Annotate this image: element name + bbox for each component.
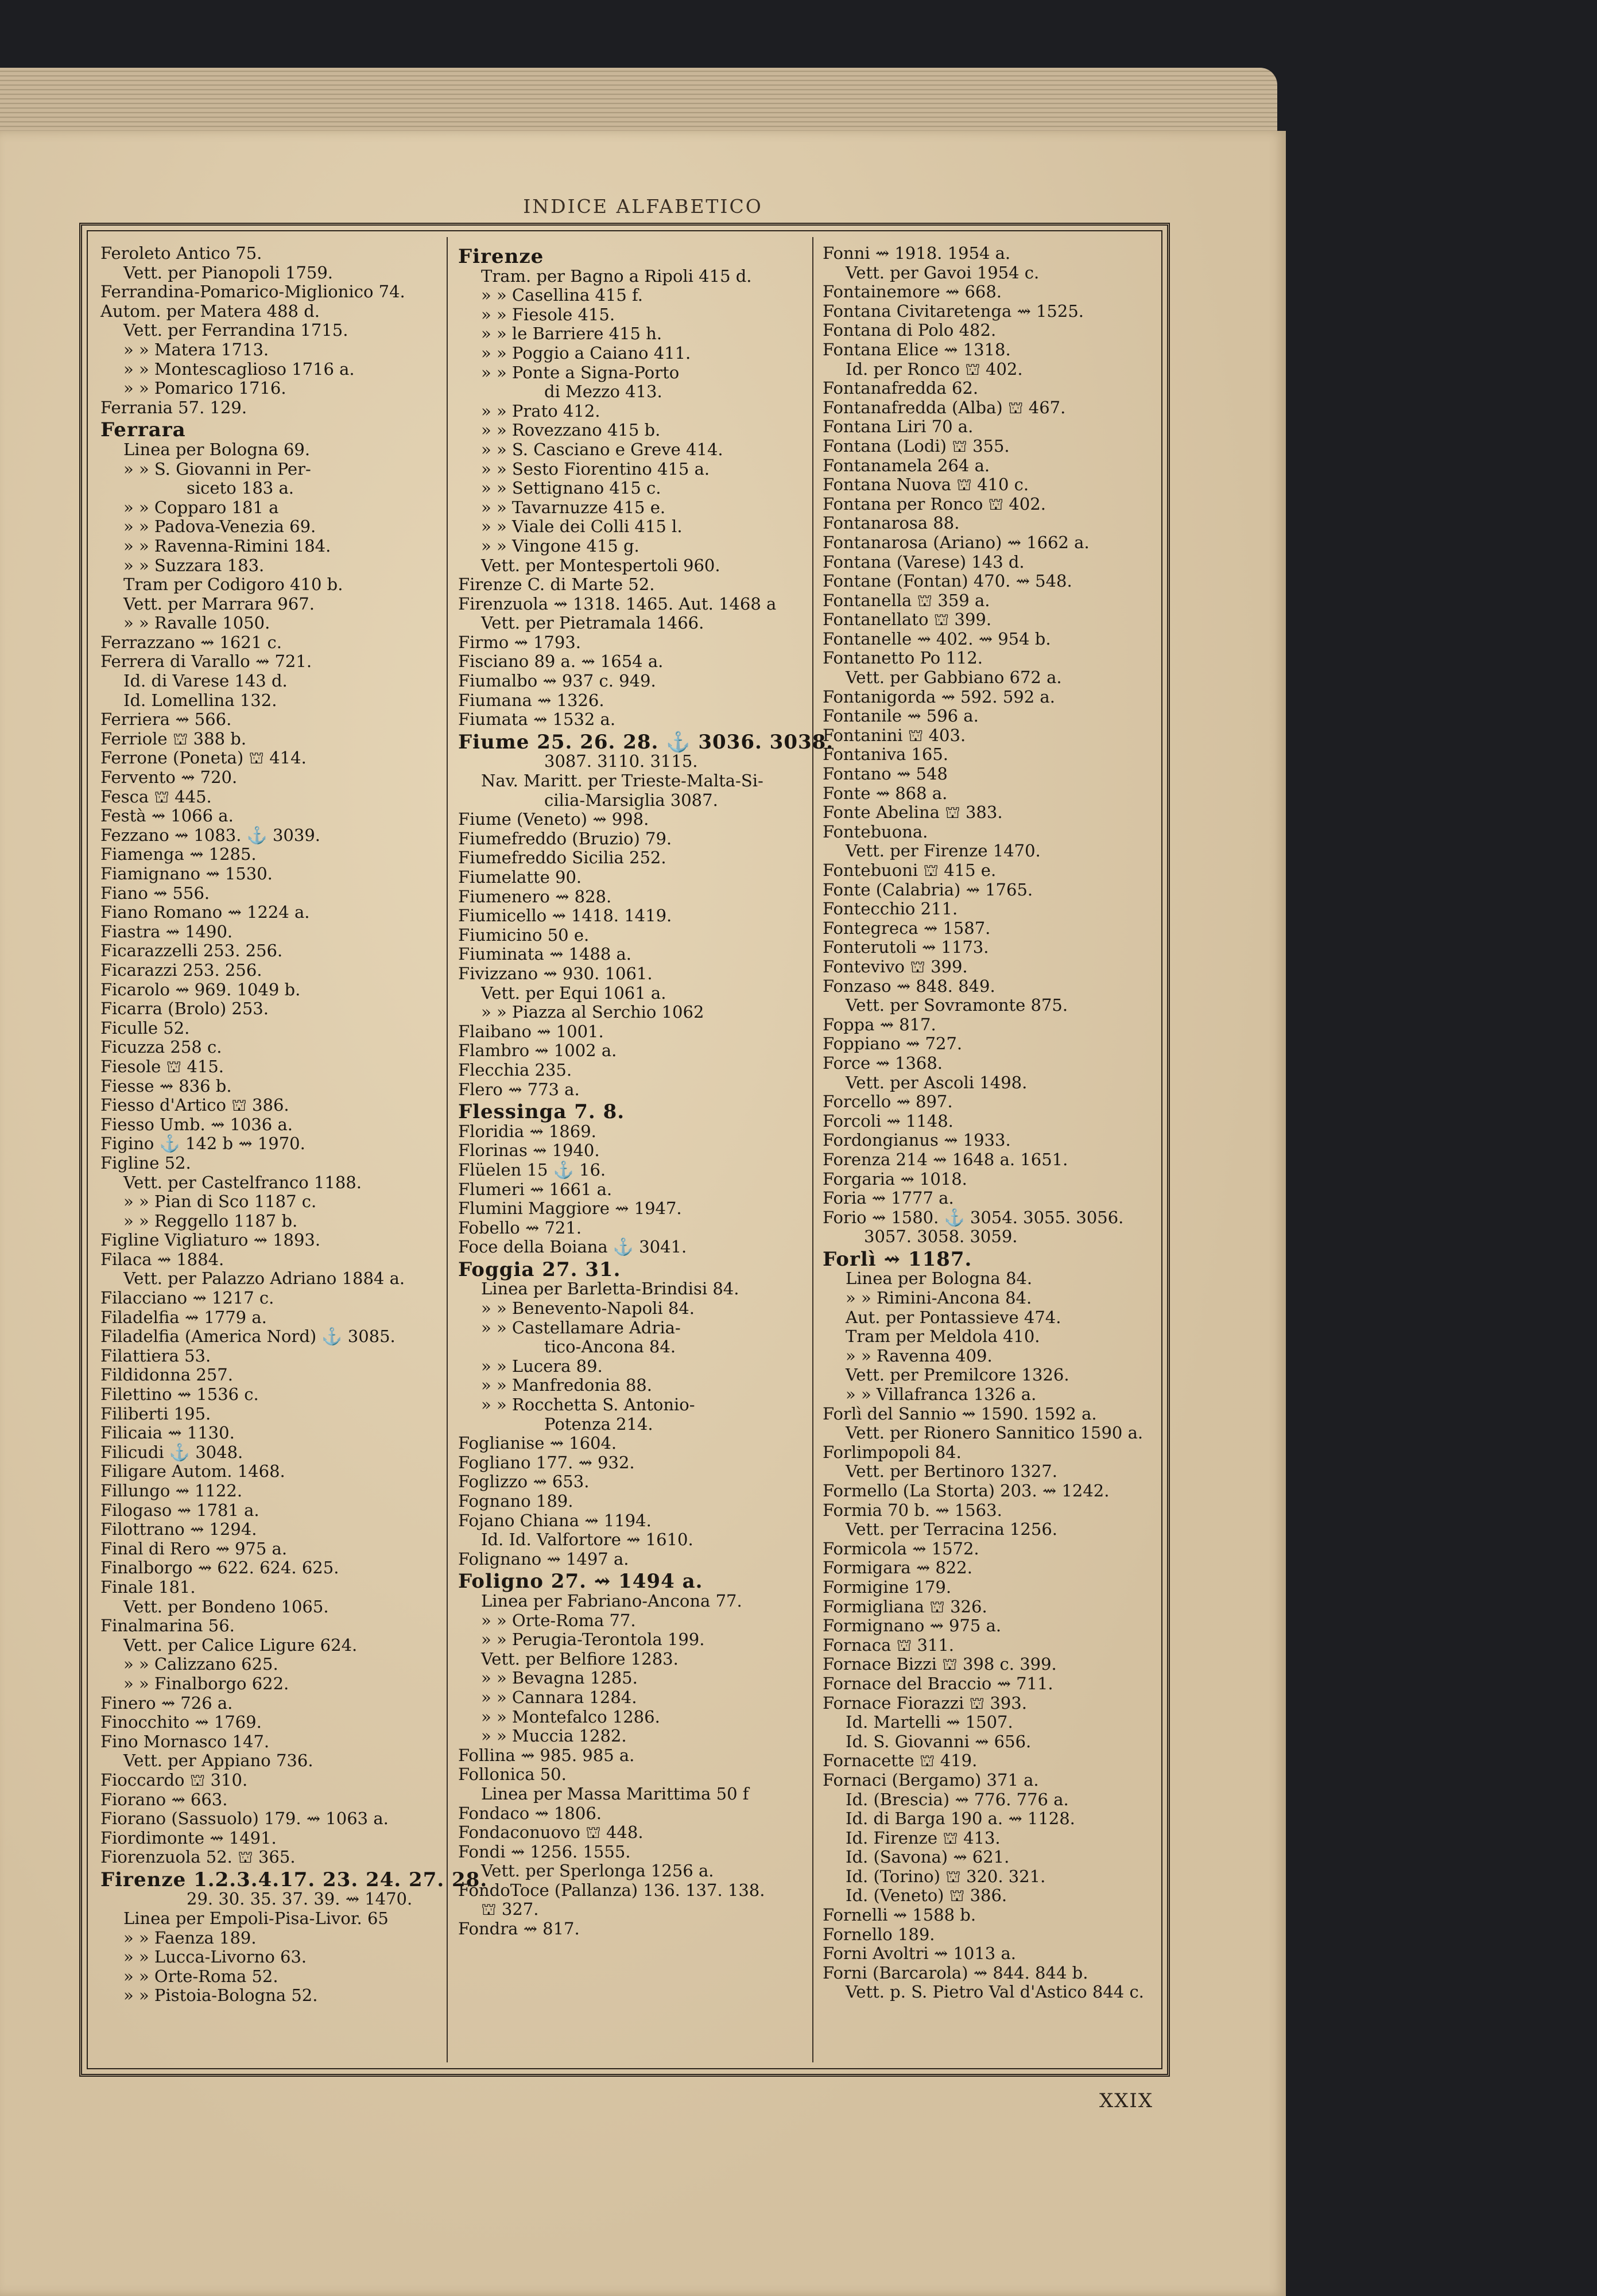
index-entry: Fornace Bizzi ⛫ 398 c. 399. [823, 1654, 1057, 1674]
index-entry: Ferrera di Varallo ⇝ 721. [100, 651, 312, 672]
index-entry: tico-Ancona 84. [544, 1337, 676, 1357]
index-entry: Fonterutoli ⇝ 1173. [823, 937, 989, 957]
index-entry: Fiamenga ⇝ 1285. [100, 844, 257, 864]
index-entry: Vett. per Pietramala 1466. [481, 613, 704, 633]
index-entry: Follonica 50. [458, 1764, 567, 1785]
index-entry: » » Fiesole 415. [481, 304, 615, 324]
index-entry: Firenzuola ⇝ 1318. 1465. Aut. 1468 a [458, 594, 777, 614]
index-entry: Flüelen 15 ⚓ 16. [458, 1159, 606, 1180]
index-entry: Fiumenero ⇝ 828. [458, 886, 612, 906]
index-entry: Fiesso d'Artico ⛫ 386. [100, 1095, 289, 1115]
column-divider-2 [812, 237, 813, 2062]
index-entry: Foglianise ⇝ 1604. [458, 1433, 617, 1453]
index-entry: » » Copparo 181 a [123, 497, 279, 517]
index-entry: Fondi ⇝ 1256. 1555. [458, 1841, 631, 1861]
index-entry: Vett. per Terracina 1256. [846, 1519, 1057, 1539]
index-entry: Fontebuona. [823, 821, 928, 841]
index-entry: Fiano Romano ⇝ 1224 a. [100, 902, 310, 922]
index-entry: Fiesso Umb. ⇝ 1036 a. [100, 1114, 293, 1134]
index-entry: Fontanini ⛫ 403. [823, 725, 966, 745]
index-entry: Fiumana ⇝ 1326. [458, 690, 604, 710]
index-entry: Forcoli ⇝ 1148. [823, 1111, 953, 1131]
index-entry: Final di Rero ⇝ 975 a. [100, 1538, 288, 1558]
index-entry: 3057. 3058. 3059. [864, 1227, 1018, 1247]
index-entry: Fontegreca ⇝ 1587. [823, 918, 991, 938]
index-entry: Filiberti 195. [100, 1403, 211, 1424]
index-entry: Fonni ⇝ 1918. 1954 a. [823, 243, 1011, 263]
index-entry: Fiastra ⇝ 1490. [100, 921, 233, 941]
index-entry: Linea per Fabriano-Ancona 77. [481, 1591, 742, 1611]
index-entry: Filettino ⇝ 1536 c. [100, 1384, 259, 1405]
index-entry: Filacciano ⇝ 1217 c. [100, 1288, 274, 1308]
index-entry: Formicola ⇝ 1572. [823, 1538, 979, 1558]
index-entry: » » Manfredonia 88. [481, 1375, 652, 1395]
index-entry: Vett. per Ascoli 1498. [846, 1072, 1028, 1092]
index-entry: Linea per Bologna 69. [123, 439, 311, 459]
index-entry: Finalmarina 56. [100, 1616, 235, 1636]
index-entry: Force ⇝ 1368. [823, 1053, 943, 1073]
index-entry: Fiumata ⇝ 1532 a. [458, 709, 616, 730]
index-entry: Formello (La Storta) 203. ⇝ 1242. [823, 1481, 1110, 1500]
index-entry: » » Ravenna 409. [846, 1345, 993, 1366]
index-entry: Fornello 189. [823, 1924, 935, 1944]
index-entry: » » Castellamare Adria- [481, 1317, 681, 1337]
index-entry: Firmo ⇝ 1793. [458, 632, 581, 652]
index-entry: » » Faenza 189. [123, 1927, 257, 1948]
index-entry: » » S. Casciano e Greve 414. [481, 439, 723, 459]
index-entry: Folignano ⇝ 1497 a. [458, 1549, 629, 1569]
index-entry: Vett. per Bondeno 1065. [123, 1596, 329, 1616]
index-entry: Fontane (Fontan) 470. ⇝ 548. [823, 571, 1072, 591]
index-entry: Linea per Massa Marittima 50 f [481, 1783, 749, 1804]
index-entry: Foppiano ⇝ 727. [823, 1034, 963, 1054]
index-entry: Fontanella ⛫ 359 a. [823, 590, 990, 610]
index-entry: Id. Firenze ⛫ 413. [846, 1828, 1001, 1848]
index-entry: » » Cannara 1284. [481, 1687, 637, 1707]
index-entry: Fontanigorda ⇝ 592. 592 a. [823, 687, 1055, 707]
index-entry: Fiumefreddo (Bruzio) 79. [458, 828, 672, 848]
index-entry: Linea per Empoli-Pisa-Livor. 65 [123, 1909, 389, 1929]
index-entry: Fontana (Lodi) ⛫ 355. [823, 436, 1010, 456]
index-entry: Vett. per Calice Ligure 624. [123, 1635, 358, 1655]
index-entry: Id. di Barga 190 a. ⇝ 1128. [846, 1809, 1075, 1829]
index-entry: Fornelli ⇝ 1588 b. [823, 1905, 976, 1925]
index-entry: Vett. per Appiano 736. [123, 1751, 313, 1771]
index-entry: Firenze [458, 245, 544, 268]
index-entry: Id. (Torino) ⛫ 320. 321. [846, 1866, 1046, 1886]
index-entry: » » Montescaglioso 1716 a. [123, 359, 355, 379]
index-entry: Vett. per Marrara 967. [123, 594, 315, 614]
index-entry: Formigara ⇝ 822. [823, 1558, 972, 1578]
index-entry: ⛫ 327. [481, 1899, 539, 1919]
index-entry: » » Villafranca 1326 a. [846, 1384, 1037, 1405]
index-column-3 [823, 244, 1161, 2059]
index-entry: Vett. per Gabbiano 672 a. [846, 668, 1062, 688]
index-entry: Id. (Veneto) ⛫ 386. [846, 1886, 1007, 1906]
index-entry: siceto 183 a. [187, 478, 294, 498]
index-entry: Fiumelatte 90. [458, 867, 582, 887]
index-entry: Fontaniva 165. [823, 744, 949, 765]
index-entry: Filattiera 53. [100, 1345, 211, 1366]
index-entry: Fontanile ⇝ 596 a. [823, 706, 979, 726]
index-entry: Fondra ⇝ 817. [458, 1919, 580, 1939]
index-entry: » » Casellina 415 f. [481, 285, 643, 305]
index-entry: Vett. per Pianopoli 1759. [123, 262, 334, 282]
index-entry: Fiamignano ⇝ 1530. [100, 864, 273, 883]
index-entry: Fiesole ⛫ 415. [100, 1056, 224, 1076]
index-entry: » » Suzzara 183. [123, 555, 265, 575]
index-entry: Fontanarosa 88. [823, 513, 960, 533]
index-entry: » » Montefalco 1286. [481, 1707, 660, 1727]
index-entry: » » Pomarico 1716. [123, 378, 286, 398]
index-entry: » » Bevagna 1285. [481, 1668, 638, 1688]
index-entry: Fobello ⇝ 721. [458, 1217, 582, 1238]
index-entry: Fioccardo ⛫ 310. [100, 1770, 248, 1790]
index-entry: Flumeri ⇝ 1661 a. [458, 1179, 613, 1199]
index-entry: » » Muccia 1282. [481, 1726, 627, 1746]
index-entry: Ficarra (Brolo) 253. [100, 999, 269, 1019]
index-entry: Id. Id. Valfortore ⇝ 1610. [481, 1530, 693, 1550]
index-entry: cilia-Marsiglia 3087. [544, 790, 718, 810]
index-entry: Figline Vigliaturo ⇝ 1893. [100, 1230, 321, 1250]
index-entry: Florinas ⇝ 1940. [458, 1141, 600, 1161]
index-entry: » » Tavarnuzze 415 e. [481, 497, 666, 517]
index-entry: Fonte ⇝ 868 a. [823, 783, 948, 803]
index-entry: Formia 70 b. ⇝ 1563. [823, 1500, 1002, 1520]
index-entry: Fiano ⇝ 556. [100, 883, 210, 903]
index-entry: Forni (Barcarola) ⇝ 844. 844 b. [823, 1963, 1088, 1983]
index-entry: Id. Lomellina 132. [123, 690, 277, 710]
index-entry: Finalborgo ⇝ 622. 624. 625. [100, 1558, 339, 1578]
index-entry: Forenza 214 ⇝ 1648 a. 1651. [823, 1149, 1068, 1169]
index-entry: Fontainemore ⇝ 668. [823, 282, 1002, 302]
index-entry: Foria ⇝ 1777 a. [823, 1188, 954, 1208]
index-entry: Fonte Abelina ⛫ 383. [823, 802, 1003, 823]
index-entry: Fiorano (Sassuolo) 179. ⇝ 1063 a. [100, 1809, 389, 1829]
index-entry: Fontanellato ⛫ 399. [823, 610, 992, 630]
index-entry: Fiume 25. 26. 28. ⚓ 3036. 3038. [458, 730, 834, 754]
index-entry: » » Viale dei Colli 415 l. [481, 517, 683, 537]
index-entry: » » Rimini-Ancona 84. [846, 1288, 1032, 1308]
index-entry: Potenza 214. [544, 1414, 653, 1434]
index-entry: Fiumicino 50 e. [458, 925, 590, 945]
index-entry: Fiumalbo ⇝ 937 c. 949. [458, 671, 656, 691]
index-entry: Fontana Liri 70 a. [823, 417, 974, 437]
index-entry: Ficulle 52. [100, 1018, 190, 1038]
index-entry: Feroleto Antico 75. [100, 243, 262, 263]
index-entry: Ferriera ⇝ 566. [100, 709, 232, 730]
index-entry: Figino ⚓ 142 b ⇝ 1970. [100, 1134, 305, 1154]
index-entry: Vett. per Ferrandina 1715. [123, 320, 348, 340]
index-entry: Nav. Maritt. per Trieste-Malta-Si- [481, 771, 763, 791]
index-entry: 3087. 3110. 3115. [544, 751, 698, 771]
index-entry: » » Perugia-Terontola 199. [481, 1630, 705, 1650]
index-entry: Vett. per Bertinoro 1327. [846, 1461, 1057, 1481]
index-entry: Fondaco ⇝ 1806. [458, 1803, 602, 1823]
index-entry: Vett. per Premilcore 1326. [846, 1365, 1069, 1385]
index-entry: Ficarolo ⇝ 969. 1049 b. [100, 979, 301, 999]
index-entry: Tram per Meldola 410. [846, 1327, 1040, 1347]
index-entry: Fontevivo ⛫ 399. [823, 956, 968, 976]
index-entry: Fontanamela 264 a. [823, 455, 990, 475]
index-entry: Foggia 27. 31. [458, 1258, 621, 1281]
index-frame-inner [87, 230, 1162, 2069]
index-entry: » » Padova-Venezia 69. [123, 517, 316, 537]
index-entry: Filicudi ⚓ 3048. [100, 1442, 243, 1462]
index-entry: 29. 30. 35. 37. 39. ⇝ 1470. [187, 1889, 413, 1909]
index-entry: Fezzano ⇝ 1083. ⚓ 3039. [100, 825, 321, 845]
index-entry: Fornaci (Bergamo) 371 a. [823, 1770, 1039, 1790]
index-entry: » » Benevento-Napoli 84. [481, 1298, 695, 1318]
index-entry: Festà ⇝ 1066 a. [100, 806, 234, 826]
index-entry: Fesca ⛫ 445. [100, 786, 212, 806]
running-head: INDICE ALFABETICO [523, 195, 763, 218]
index-entry: Formigine 179. [823, 1577, 952, 1597]
index-entry: Forcello ⇝ 897. [823, 1092, 953, 1112]
index-entry: Linea per Bologna 84. [846, 1269, 1033, 1289]
index-entry: Fojano Chiana ⇝ 1194. [458, 1510, 652, 1530]
index-entry: Filogaso ⇝ 1781 a. [100, 1500, 259, 1520]
index-entry: Fontecchio 211. [823, 899, 958, 919]
index-entry: Aut. per Pontassieve 474. [846, 1307, 1061, 1327]
index-entry: Id. di Varese 143 d. [123, 671, 288, 691]
index-entry: Ferrandina-Pomarico-Miglionico 74. [100, 282, 405, 302]
index-column-1 [100, 243, 488, 2059]
index-entry: Fontanarosa (Ariano) ⇝ 1662 a. [823, 532, 1090, 552]
index-entry: Fornaca ⛫ 311. [823, 1635, 955, 1655]
index-entry: FondoToce (Pallanza) 136. 137. 138. [458, 1880, 765, 1900]
index-entry: Fontana Civitaretenga ⇝ 1525. [823, 301, 1084, 321]
index-entry: Linea per Barletta-Brindisi 84. [481, 1279, 739, 1299]
index-entry: » » Orte-Roma 52. [123, 1966, 278, 1986]
index-entry: Fiumicello ⇝ 1418. 1419. [458, 906, 672, 926]
index-entry: Foppa ⇝ 817. [823, 1014, 936, 1034]
index-entry: Forlì ⇝ 1187. [823, 1247, 972, 1271]
index-entry: Foce della Boiana ⚓ 3041. [458, 1237, 687, 1257]
index-entry: Fino Mornasco 147. [100, 1731, 270, 1751]
index-entry: » » Piazza al Serchio 1062 [481, 1002, 704, 1022]
index-entry: » » S. Giovanni in Per- [123, 459, 311, 479]
index-entry: Flambro ⇝ 1002 a. [458, 1041, 617, 1061]
index-frame [79, 223, 1170, 2077]
index-entry: » » Rocchetta S. Antonio- [481, 1395, 695, 1415]
index-entry: Autom. per Matera 488 d. [100, 301, 320, 321]
index-entry: » » Prato 412. [481, 401, 600, 421]
index-entry: » » Ravalle 1050. [123, 613, 270, 633]
index-entry: Forio ⇝ 1580. ⚓ 3054. 3055. 3056. [823, 1207, 1124, 1227]
index-entry: » » Pian di Sco 1187 c. [123, 1192, 317, 1212]
index-entry: » » Lucera 89. [481, 1356, 603, 1376]
index-entry: Fervento ⇝ 720. [100, 767, 238, 788]
index-entry: Fivizzano ⇝ 930. 1061. [458, 963, 653, 983]
index-entry: Fiumefreddo Sicilia 252. [458, 848, 666, 868]
index-entry: Fiuminata ⇝ 1488 a. [458, 944, 632, 964]
index-entry: Filicaia ⇝ 1130. [100, 1423, 235, 1443]
index-entry: » » Sesto Fiorentino 415 a. [481, 459, 710, 479]
index-entry: Vett. per Gavoi 1954 c. [846, 262, 1040, 282]
index-entry: Fontanafredda (Alba) ⛫ 467. [823, 397, 1066, 417]
index-entry: Finale 181. [100, 1577, 196, 1597]
index-entry: Fiume (Veneto) ⇝ 998. [458, 809, 649, 829]
index-entry: Fiordimonte ⇝ 1491. [100, 1828, 277, 1848]
index-entry: Filadelfia ⇝ 1779 a. [100, 1307, 267, 1327]
index-entry: Fillungo ⇝ 1122. [100, 1481, 243, 1500]
index-entry: Fiorenzuola 52. ⛫ 365. [100, 1847, 296, 1867]
index-entry: » » Pistoia-Bologna 52. [123, 1985, 318, 2006]
index-entry: » » Calizzano 625. [123, 1654, 278, 1674]
index-entry: Fontana per Ronco ⛫ 402. [823, 494, 1046, 514]
column-divider-1 [447, 237, 448, 2062]
index-entry: Filigare Autom. 1468. [100, 1461, 285, 1481]
index-entry: Vett. per Montespertoli 960. [481, 555, 720, 575]
index-entry: Fontanafredda 62. [823, 378, 979, 398]
index-entry: Firenze 1.2.3.4.17. 23. 24. 27. 28. [100, 1868, 488, 1891]
index-entry: Fontana Nuova ⛫ 410 c. [823, 475, 1029, 495]
index-entry: Flero ⇝ 773 a. [458, 1079, 580, 1099]
book-page [0, 131, 1286, 2296]
index-entry: Filottrano ⇝ 1294. [100, 1519, 257, 1539]
index-entry: Fornace del Braccio ⇝ 711. [823, 1673, 1053, 1693]
index-entry: Fordongianus ⇝ 1933. [823, 1130, 1011, 1150]
index-entry: Ferriole ⛫ 388 b. [100, 728, 247, 748]
index-entry: Forni Avoltri ⇝ 1013 a. [823, 1944, 1016, 1964]
index-entry: Flessinga 7. 8. [458, 1100, 625, 1124]
index-entry: » » Reggello 1187 b. [123, 1211, 298, 1231]
index-entry: Formigliana ⛫ 326. [823, 1596, 987, 1616]
index-entry: Follina ⇝ 985. 985 a. [458, 1745, 635, 1765]
index-entry: » » Finalborgo 622. [123, 1673, 289, 1693]
index-entry: Id. Martelli ⇝ 1507. [846, 1712, 1013, 1732]
index-entry: Flaibano ⇝ 1001. [458, 1021, 604, 1041]
index-entry: Fiesse ⇝ 836 b. [100, 1076, 232, 1096]
index-entry: Fontanetto Po 112. [823, 648, 983, 668]
index-entry: Fornace Fiorazzi ⛫ 393. [823, 1693, 1027, 1713]
index-entry: Ferrone (Poneta) ⛫ 414. [100, 748, 307, 768]
index-entry: Fontana di Polo 482. [823, 320, 997, 340]
index-entry: Vett. per Castelfranco 1188. [123, 1172, 362, 1192]
index-entry: Foligno 27. ⇝ 1494 a. [458, 1570, 703, 1593]
index-entry: Vett. per Sperlonga 1256 a. [481, 1861, 714, 1881]
index-entry: Floridia ⇝ 1869. [458, 1121, 596, 1141]
index-entry: Filadelfia (America Nord) ⚓ 3085. [100, 1327, 396, 1347]
index-entry: Id. (Savona) ⇝ 621. [846, 1847, 1010, 1867]
index-entry: Ferrara [100, 418, 186, 442]
index-entry: Id. S. Giovanni ⇝ 656. [846, 1731, 1032, 1751]
index-entry: Tram per Codigoro 410 b. [123, 575, 343, 595]
index-entry: Fondaconuovo ⛫ 448. [458, 1822, 644, 1843]
index-entry: » » le Barriere 415 h. [481, 324, 662, 344]
index-entry: » » Vingone 415 g. [481, 536, 639, 556]
index-entry: Fogliano 177. ⇝ 932. [458, 1452, 635, 1472]
index-entry: Flecchia 235. [458, 1060, 572, 1080]
index-entry: di Mezzo 413. [544, 382, 662, 402]
index-entry: » » Poggio a Caiano 411. [481, 343, 691, 363]
index-entry: » » Rovezzano 415 b. [481, 420, 661, 440]
index-entry: » » Orte-Roma 77. [481, 1610, 636, 1630]
index-entry: Finocchito ⇝ 1769. [100, 1712, 262, 1732]
index-entry: Fonzaso ⇝ 848. 849. [823, 976, 995, 996]
index-entry: Filaca ⇝ 1884. [100, 1249, 224, 1269]
index-entry: Ficarazzelli 253. 256. [100, 941, 283, 961]
index-entry: Vett. per Equi 1061 a. [481, 983, 666, 1003]
index-entry: Tram. per Bagno a Ripoli 415 d. [481, 266, 752, 286]
index-entry: Fonte (Calabria) ⇝ 1765. [823, 879, 1033, 899]
index-entry: Id. (Brescia) ⇝ 776. 776 a. [846, 1789, 1069, 1809]
index-entry: Figline 52. [100, 1153, 191, 1173]
index-entry: Fildidonna 257. [100, 1365, 233, 1385]
index-entry: » » Ponte a Signa-Porto [481, 362, 680, 382]
index-entry: » » Settignano 415 c. [481, 478, 661, 498]
index-entry: Vett. per Palazzo Adriano 1884 a. [123, 1269, 405, 1289]
index-entry: Firenze C. di Marte 52. [458, 575, 655, 595]
index-entry: Fisciano 89 a. ⇝ 1654 a. [458, 651, 664, 672]
index-entry: Fognano 189. [458, 1491, 573, 1511]
index-entry: Fontana (Varese) 143 d. [823, 552, 1025, 572]
page-number: XXIX [1099, 2089, 1154, 2112]
index-entry: » » Lucca-Livorno 63. [123, 1947, 307, 1967]
index-entry: Fontanelle ⇝ 402. ⇝ 954 b. [823, 629, 1051, 649]
index-entry: Foglizzo ⇝ 653. [458, 1472, 590, 1492]
index-entry: Formignano ⇝ 975 a. [823, 1616, 1002, 1636]
index-entry: Fornacette ⛫ 419. [823, 1751, 978, 1771]
index-column-2 [458, 244, 834, 2059]
index-entry: Fontebuoni ⛫ 415 e. [823, 860, 997, 880]
index-entry: » » Matera 1713. [123, 339, 269, 359]
index-entry: Forlì del Sannio ⇝ 1590. 1592 a. [823, 1403, 1097, 1424]
index-entry: Flumini Maggiore ⇝ 1947. [458, 1199, 682, 1219]
index-entry: Fontana Elice ⇝ 1318. [823, 339, 1011, 359]
index-entry: Ferrazzano ⇝ 1621 c. [100, 632, 282, 652]
index-entry: Id. per Ronco ⛫ 402. [846, 359, 1023, 379]
index-entry: Forgaria ⇝ 1018. [823, 1169, 967, 1189]
index-entry: Forlimpopoli 84. [823, 1442, 962, 1462]
index-entry: Finero ⇝ 726 a. [100, 1693, 233, 1713]
index-entry: Vett. per Belfiore 1283. [481, 1649, 679, 1669]
index-entry: Ficarazzi 253. 256. [100, 960, 262, 980]
index-entry: Fontano ⇝ 548 [823, 764, 948, 784]
index-entry: Ficuzza 258 c. [100, 1037, 222, 1057]
index-entry: Vett. per Sovramonte 875. [846, 995, 1068, 1015]
index-entry: » » Ravenna-Rimini 184. [123, 536, 331, 556]
index-entry: Vett. per Rionero Sannitico 1590 a. [846, 1423, 1144, 1443]
index-entry: Vett. p. S. Pietro Val d'Astico 844 c. [846, 1982, 1144, 2002]
index-entry: Fiorano ⇝ 663. [100, 1789, 228, 1809]
index-entry: Ferrania 57. 129. [100, 397, 247, 417]
index-entry: Vett. per Firenze 1470. [846, 841, 1041, 861]
